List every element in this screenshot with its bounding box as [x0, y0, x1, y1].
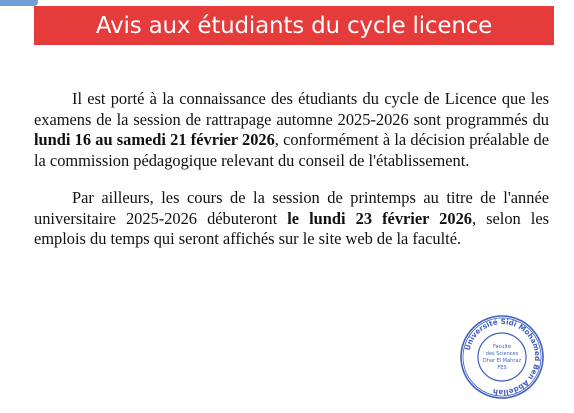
paragraph-exams-text-1: Il est porté à la connaissance des étudiants du cycle de Licence que les examens de la session de rattrapage automne 2025-2026 sont programmés du [34, 89, 549, 129]
logo-fragment [0, 0, 38, 6]
seal-line-1: Faculté [493, 344, 511, 350]
seal-line-4: FES [497, 365, 507, 371]
seal-outer-text: Université Sidi Mohamed Ben Abdellah [462, 316, 543, 398]
seal-line-2: des Sciences [485, 351, 519, 357]
seal-line-3: Dhar El Mahraz [482, 358, 522, 364]
paragraph-courses-text-1: Par ailleurs, les cours de la session de printemps au titre de l'année universitaire 2025-2026 débuteront [34, 188, 549, 228]
university-seal [459, 314, 545, 400]
notice-body [34, 89, 549, 250]
paragraph-courses [34, 188, 549, 250]
notice-title: Avis aux étudiants du cycle licence [95, 12, 493, 39]
paragraph-exams [34, 89, 549, 171]
paragraph-exams-text-2: , conformément à la décision préalable de la commission pédagogique relevant du conseil de l'établissement. [34, 130, 549, 170]
exam-dates: lundi 16 au samedi 21 février 2026 [34, 130, 275, 149]
paragraph-courses-text-2: , selon les emplois du temps qui seront affichés sur le site web de la faculté. [34, 208, 550, 248]
courses-start-date: le lundi 23 février 2026 [287, 208, 472, 228]
notice-banner [34, 6, 554, 45]
